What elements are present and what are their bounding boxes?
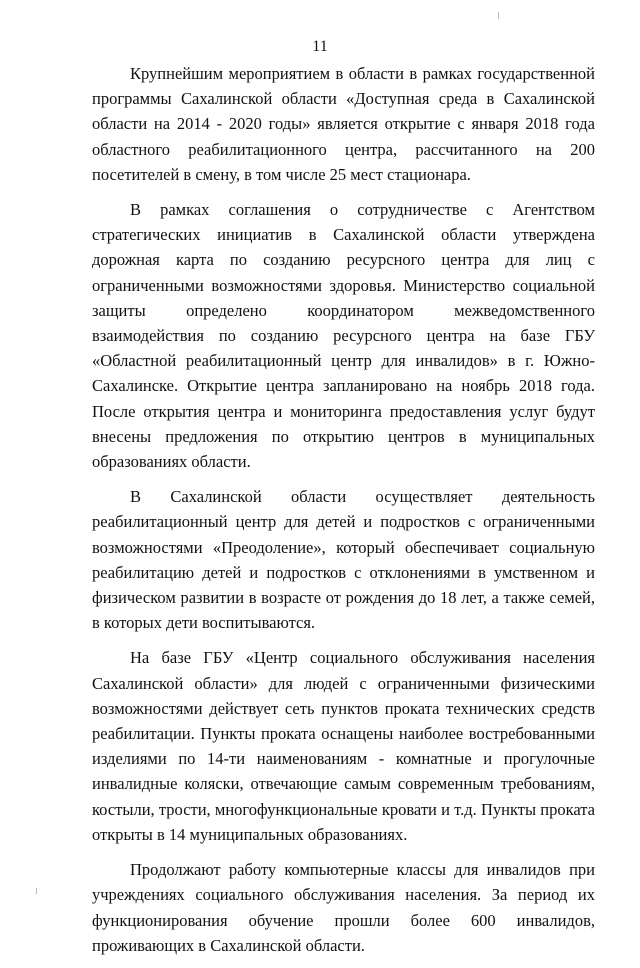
scan-artifact-mark [498, 12, 499, 19]
scan-artifact-mark [36, 888, 37, 894]
paragraph-computer-classes: Продолжают работу компьютерные классы для инвалидов при учреждениях социального обслуживания населения. За период их функционирования обучение прошли более 600 инвалидов, проживающих в Сахалинской области. [92, 860, 595, 955]
document-body [92, 61, 595, 968]
paragraph-resource-center-roadmap: В рамках соглашения о сотрудничестве с Агентством стратегических инициатив в Сахалинской области утверждена дорожная карта по созданию ресурсного центра для лиц с ограниченными возможностями здоровья. Министерство социальной защиты определено координатором межведомственного взаимодействия по созданию ресурсного центра на базе ГБУ «Областной реабилитационный центр для инвалидов» в г. Южно-Сахалинске. Открытие центра запланировано на ноябрь 2018 года. После открытия центра и мониторинга предоставления услуг будут внесены предложения по открытию центров в муниципальных образованиях области. [92, 200, 595, 472]
page-number: 11 [312, 38, 328, 55]
paragraph-preodolenie-center: В Сахалинской области осуществляет деятельность реабилитационный центр для детей и подростков с ограниченными возможностями «Преодоление», который обеспечивает социальную реабилитацию детей и подростков с отклонениями в умственном и физическом развитии в возрасте от рождения до 18 лет, а также семей, в которых дети воспитываются. [92, 487, 595, 633]
paragraph-rental-points: На базе ГБУ «Центр социального обслуживания населения Сахалинской области» для людей с ограниченными физическими возможностями действует сеть пунктов проката технических средств реабилитации. Пункты проката оснащены наиболее востребованными изделиями по 14-ти наименованиям - комнатные и прогулочные инвалидные коляски, отвечающие самым современным требованиям, костыли, трости, многофункциональные кровати и т.д. Пункты проката открыты в 14 муниципальных образованиях. [92, 648, 595, 844]
paragraph-rehab-center-opening: Крупнейшим мероприятием в области в рамках государственной программы Сахалинской области «Доступная среда в Сахалинской области на 2014 - 2020 годы» является открытие с января 2018 года областного реабилитационного центра, рассчитанного на 200 посетителей в смену, в том числе 25 мест стационара. [92, 64, 595, 184]
